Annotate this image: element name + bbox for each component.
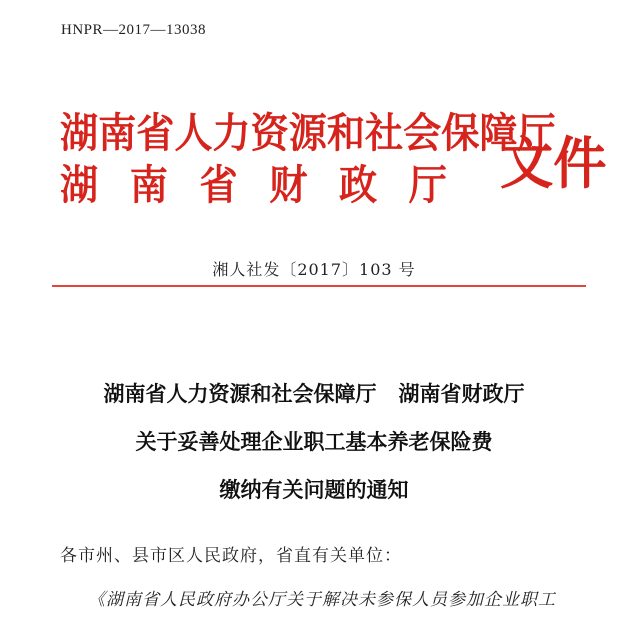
document-id: HNPR—2017—13038 <box>61 22 207 38</box>
body-text-first-line: 《湖南省人民政府办公厅关于解决未参保人员参加企业职工 <box>88 590 556 610</box>
issuer-name-hr-social-security: 湖南省人力资源和社会保障厅 <box>60 109 556 157</box>
title-line-subject-end: 缴纳有关问题的通知 <box>219 477 409 502</box>
notice-title <box>0 370 628 514</box>
addressee-line: 各市州、县市区人民政府，省直有关单位： <box>60 546 402 566</box>
title-line-subject: 关于妥善处理企业职工基本养老保险费 <box>135 429 493 454</box>
file-label: 文件 <box>500 131 607 197</box>
red-divider-line <box>52 285 586 287</box>
title-issuer-1: 湖南省人力资源和社会保障厅 <box>103 381 377 406</box>
title-line-issuers <box>0 370 628 418</box>
title-issuer-2: 湖南省财政厅 <box>398 381 525 406</box>
red-letterhead <box>60 109 607 220</box>
issuer-name-finance: 湖南省财政厅 <box>60 161 479 209</box>
document-number: 湘人社发〔2017〕103 号 <box>212 260 416 279</box>
